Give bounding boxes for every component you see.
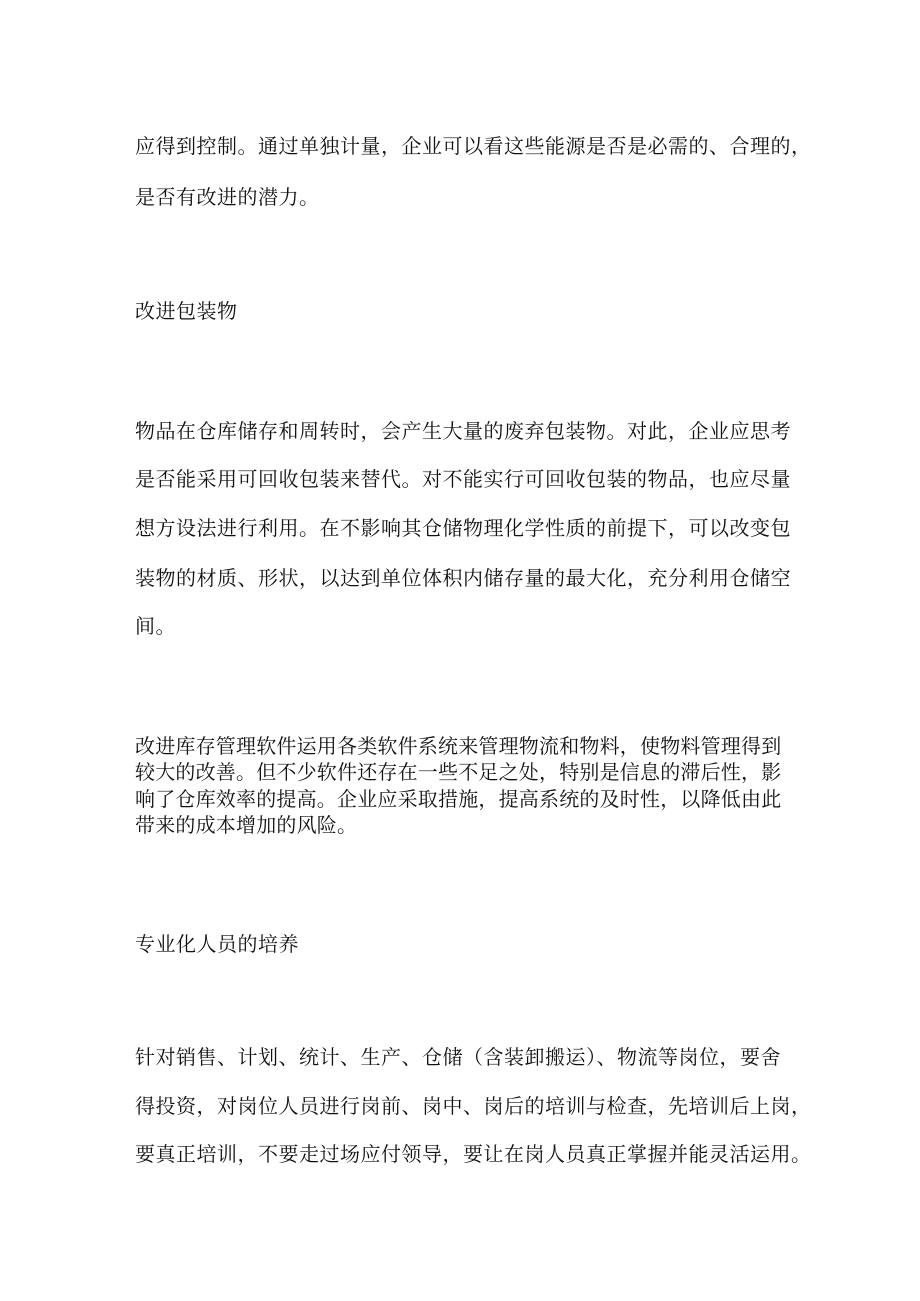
paragraph-line: 装物的材质、形状，以达到单位体积内储存量的最大化，充分利用仓储空 [135,566,791,590]
paragraph-line: 针对销售、计划、统计、生产、仓储（含装卸搬运）、物流等岗位，要舍 [135,1045,781,1069]
paragraph-line: 想方设法进行利用。在不影响其仓储物理化学性质的前提下，可以改变包 [135,516,791,540]
paragraph-line: 应得到控制。通过单独计量，企业可以看这些能源是否是必需的、合理的， [135,134,812,158]
section-heading-training: 专业化人员的培养 [135,932,299,956]
section-heading-packaging: 改进包装物 [135,299,238,323]
paragraph-line: 改进库存管理软件运用各类软件系统来管理物流和物料，使物料管理得到 [135,734,782,758]
paragraph-line: 较大的改善。但不少软件还存在一些不足之处，特别是信息的滞后性，影 [135,760,782,784]
paragraph-line: 间。 [135,614,176,638]
paragraph-line: 响了仓库效率的提高。企业应采取措施，提高系统的及时性，以降低由此 [135,787,782,811]
paragraph-line: 物品在仓库储存和周转时，会产生大量的废弃包装物。对此，企业应思考 [135,419,791,443]
paragraph-line: 得投资，对岗位人员进行岗前、岗中、岗后的培训与检查，先培训后上岗， [135,1094,812,1118]
paragraph-line: 是否能采用可回收包装来替代。对不能实行可回收包装的物品，也应尽量 [135,467,791,491]
paragraph-line: 是否有改进的潜力。 [135,185,320,209]
paragraph-line: 带来的成本增加的风险。 [135,813,358,837]
paragraph-line: 要真正培训，不要走过场应付领导，要让在岗人员真正掌握并能灵活运用。 [135,1142,812,1166]
